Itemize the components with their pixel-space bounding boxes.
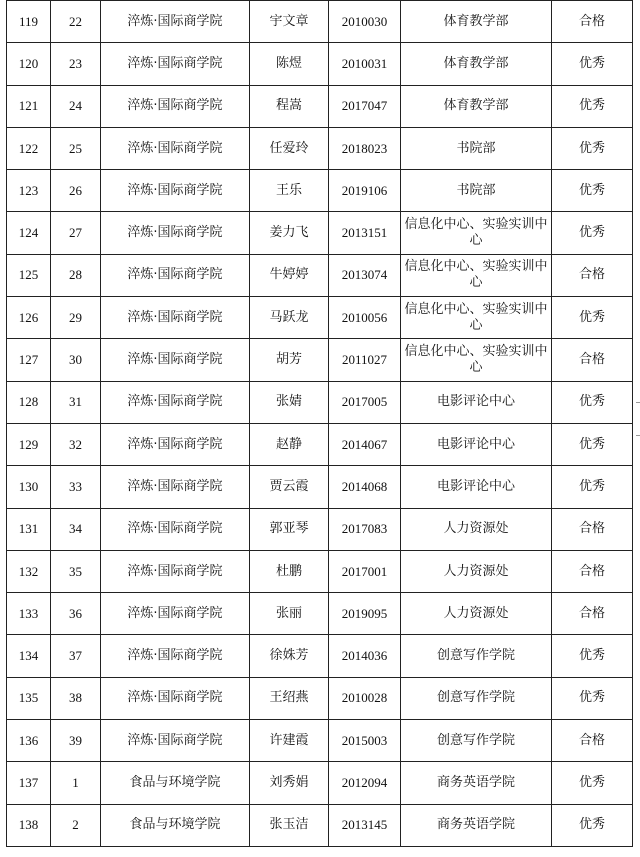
- staff-id-cell: 2010030: [329, 1, 401, 43]
- sub-seq-cell: 39: [51, 720, 101, 762]
- college-cell: 淬炼·国际商学院: [101, 550, 250, 592]
- sub-seq-cell: 34: [51, 508, 101, 550]
- name-cell: 王绍燕: [250, 677, 329, 719]
- name-cell: 姜力飞: [250, 212, 329, 254]
- seq-cell: 125: [7, 254, 51, 296]
- college-cell: 淬炼·国际商学院: [101, 423, 250, 465]
- name-cell: 马跃龙: [250, 297, 329, 339]
- table-row: [7, 804, 633, 846]
- department-cell: 体育教学部: [401, 1, 552, 43]
- name-cell: 徐姝芳: [250, 635, 329, 677]
- result-cell: 优秀: [552, 677, 633, 719]
- college-cell: 食品与环境学院: [101, 762, 250, 804]
- staff-id-cell: 2011027: [329, 339, 401, 381]
- result-cell: 优秀: [552, 127, 633, 169]
- seq-cell: 120: [7, 43, 51, 85]
- seq-cell: 136: [7, 720, 51, 762]
- table-row: [7, 43, 633, 85]
- college-cell: 淬炼·国际商学院: [101, 593, 250, 635]
- name-cell: 张婧: [250, 381, 329, 423]
- department-cell: 人力资源处: [401, 593, 552, 635]
- result-cell: 优秀: [552, 170, 633, 212]
- department-cell: 创意写作学院: [401, 720, 552, 762]
- department-cell: 创意写作学院: [401, 635, 552, 677]
- name-cell: 宇文章: [250, 1, 329, 43]
- seq-cell: 135: [7, 677, 51, 719]
- name-cell: 胡芳: [250, 339, 329, 381]
- department-cell: 信息化中心、实验实训中心: [401, 254, 552, 296]
- seq-cell: 126: [7, 297, 51, 339]
- result-cell: 优秀: [552, 85, 633, 127]
- name-cell: 赵静: [250, 423, 329, 465]
- college-cell: 淬炼·国际商学院: [101, 254, 250, 296]
- sub-seq-cell: 1: [51, 762, 101, 804]
- college-cell: 淬炼·国际商学院: [101, 635, 250, 677]
- table-row: [7, 635, 633, 677]
- sub-seq-cell: 23: [51, 43, 101, 85]
- table-body: [7, 1, 633, 847]
- sub-seq-cell: 29: [51, 297, 101, 339]
- name-cell: 张玉洁: [250, 804, 329, 846]
- department-cell: 人力资源处: [401, 550, 552, 592]
- seq-cell: 129: [7, 423, 51, 465]
- seq-cell: 127: [7, 339, 51, 381]
- seq-cell: 119: [7, 1, 51, 43]
- sub-seq-cell: 30: [51, 339, 101, 381]
- college-cell: 淬炼·国际商学院: [101, 43, 250, 85]
- result-cell: 优秀: [552, 762, 633, 804]
- staff-id-cell: 2017001: [329, 550, 401, 592]
- college-cell: 食品与环境学院: [101, 804, 250, 846]
- staff-id-cell: 2013151: [329, 212, 401, 254]
- result-cell: 优秀: [552, 423, 633, 465]
- staff-id-cell: 2010028: [329, 677, 401, 719]
- name-cell: 陈煜: [250, 43, 329, 85]
- staff-id-cell: 2015003: [329, 720, 401, 762]
- seq-cell: 133: [7, 593, 51, 635]
- result-cell: 合格: [552, 339, 633, 381]
- table-row: [7, 254, 633, 296]
- college-cell: 淬炼·国际商学院: [101, 508, 250, 550]
- sub-seq-cell: 37: [51, 635, 101, 677]
- college-cell: 淬炼·国际商学院: [101, 720, 250, 762]
- college-cell: 淬炼·国际商学院: [101, 127, 250, 169]
- result-cell: 合格: [552, 508, 633, 550]
- sub-seq-cell: 35: [51, 550, 101, 592]
- sub-seq-cell: 36: [51, 593, 101, 635]
- seq-cell: 124: [7, 212, 51, 254]
- margin-mark: [636, 435, 640, 436]
- staff-id-cell: 2018023: [329, 127, 401, 169]
- name-cell: 王乐: [250, 170, 329, 212]
- college-cell: 淬炼·国际商学院: [101, 297, 250, 339]
- sub-seq-cell: 22: [51, 1, 101, 43]
- staff-id-cell: 2019106: [329, 170, 401, 212]
- sub-seq-cell: 24: [51, 85, 101, 127]
- department-cell: 电影评论中心: [401, 466, 552, 508]
- name-cell: 郭亚琴: [250, 508, 329, 550]
- department-cell: 创意写作学院: [401, 677, 552, 719]
- department-cell: 书院部: [401, 127, 552, 169]
- table-row: [7, 423, 633, 465]
- seq-cell: 131: [7, 508, 51, 550]
- department-cell: 信息化中心、实验实训中心: [401, 212, 552, 254]
- name-cell: 许建霞: [250, 720, 329, 762]
- department-cell: 电影评论中心: [401, 381, 552, 423]
- sub-seq-cell: 2: [51, 804, 101, 846]
- staff-id-cell: 2012094: [329, 762, 401, 804]
- name-cell: 刘秀娟: [250, 762, 329, 804]
- sub-seq-cell: 28: [51, 254, 101, 296]
- seq-cell: 130: [7, 466, 51, 508]
- table-row: [7, 212, 633, 254]
- staff-id-cell: 2017083: [329, 508, 401, 550]
- name-cell: 牛婷婷: [250, 254, 329, 296]
- table-row: [7, 720, 633, 762]
- staff-id-cell: 2013074: [329, 254, 401, 296]
- college-cell: 淬炼·国际商学院: [101, 381, 250, 423]
- table-row: [7, 127, 633, 169]
- seq-cell: 122: [7, 127, 51, 169]
- staff-id-cell: 2013145: [329, 804, 401, 846]
- sub-seq-cell: 26: [51, 170, 101, 212]
- seq-cell: 137: [7, 762, 51, 804]
- staff-id-cell: 2014036: [329, 635, 401, 677]
- name-cell: 张丽: [250, 593, 329, 635]
- result-cell: 合格: [552, 254, 633, 296]
- staff-id-cell: 2019095: [329, 593, 401, 635]
- table-row: [7, 593, 633, 635]
- department-cell: 体育教学部: [401, 43, 552, 85]
- name-cell: 杜鹏: [250, 550, 329, 592]
- result-cell: 合格: [552, 593, 633, 635]
- seq-cell: 132: [7, 550, 51, 592]
- department-cell: 信息化中心、实验实训中心: [401, 339, 552, 381]
- seq-cell: 134: [7, 635, 51, 677]
- table-row: [7, 297, 633, 339]
- seq-cell: 121: [7, 85, 51, 127]
- result-cell: 优秀: [552, 381, 633, 423]
- seq-cell: 138: [7, 804, 51, 846]
- name-cell: 贾云霞: [250, 466, 329, 508]
- department-cell: 商务英语学院: [401, 762, 552, 804]
- college-cell: 淬炼·国际商学院: [101, 85, 250, 127]
- table-row: [7, 1, 633, 43]
- department-cell: 书院部: [401, 170, 552, 212]
- college-cell: 淬炼·国际商学院: [101, 466, 250, 508]
- sub-seq-cell: 31: [51, 381, 101, 423]
- name-cell: 程嵩: [250, 85, 329, 127]
- result-cell: 合格: [552, 550, 633, 592]
- result-cell: 优秀: [552, 804, 633, 846]
- staff-id-cell: 2010031: [329, 43, 401, 85]
- staff-id-cell: 2017005: [329, 381, 401, 423]
- college-cell: 淬炼·国际商学院: [101, 677, 250, 719]
- result-cell: 优秀: [552, 466, 633, 508]
- staff-id-cell: 2014068: [329, 466, 401, 508]
- table-row: [7, 677, 633, 719]
- margin-mark: [636, 402, 640, 403]
- department-cell: 商务英语学院: [401, 804, 552, 846]
- evaluation-table: [6, 0, 633, 847]
- result-cell: 优秀: [552, 635, 633, 677]
- college-cell: 淬炼·国际商学院: [101, 1, 250, 43]
- sub-seq-cell: 25: [51, 127, 101, 169]
- table-row: [7, 339, 633, 381]
- name-cell: 任爱玲: [250, 127, 329, 169]
- department-cell: 体育教学部: [401, 85, 552, 127]
- table-row: [7, 85, 633, 127]
- result-cell: 优秀: [552, 212, 633, 254]
- result-cell: 优秀: [552, 297, 633, 339]
- seq-cell: 123: [7, 170, 51, 212]
- sub-seq-cell: 33: [51, 466, 101, 508]
- table-row: [7, 381, 633, 423]
- sub-seq-cell: 32: [51, 423, 101, 465]
- department-cell: 信息化中心、实验实训中心: [401, 297, 552, 339]
- table-row: [7, 170, 633, 212]
- table-row: [7, 466, 633, 508]
- table-row: [7, 508, 633, 550]
- result-cell: 合格: [552, 1, 633, 43]
- college-cell: 淬炼·国际商学院: [101, 170, 250, 212]
- college-cell: 淬炼·国际商学院: [101, 212, 250, 254]
- table-row: [7, 762, 633, 804]
- table-row: [7, 550, 633, 592]
- result-cell: 合格: [552, 720, 633, 762]
- college-cell: 淬炼·国际商学院: [101, 339, 250, 381]
- staff-id-cell: 2014067: [329, 423, 401, 465]
- staff-id-cell: 2017047: [329, 85, 401, 127]
- department-cell: 电影评论中心: [401, 423, 552, 465]
- seq-cell: 128: [7, 381, 51, 423]
- sub-seq-cell: 38: [51, 677, 101, 719]
- staff-id-cell: 2010056: [329, 297, 401, 339]
- department-cell: 人力资源处: [401, 508, 552, 550]
- result-cell: 优秀: [552, 43, 633, 85]
- sub-seq-cell: 27: [51, 212, 101, 254]
